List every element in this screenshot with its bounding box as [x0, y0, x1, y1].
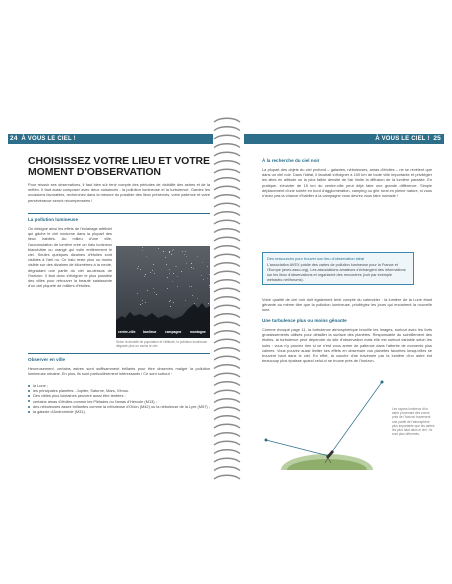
turbulence-text: Comme évoqué page 11, la turbulence atmosphérique brouille les images, surtout avec les forts grossissements utilisés pour détailler la surface des planètes. Responsable du scintillement des étoiles, la turbulence peut dépendre du site d'observation mais elle est surtout variable selon les soirs : vous n'y pouvez rien si ce n'est vous armer de patience dans l'attente de moments plus calmes. Vous pouvez aussi limiter ses effets en observant vos planètes favorites lorsqu'elles se trouvent haut dans le ciel. En effet, la couche d'air traversée par la lumière d'un astre est beaucoup plus épaisse quand celui-ci se trouve près de l'horizon.: [262, 327, 432, 364]
star: [156, 294, 157, 295]
star: [181, 271, 182, 272]
spiral-ring: [214, 280, 240, 284]
star: [169, 251, 170, 252]
star: [209, 287, 210, 288]
box-title: Des ressources pour trouver son lieu d'observation idéal: [267, 256, 364, 261]
section-title-ville: Observer en ville: [28, 357, 66, 362]
spiral-ring: [214, 407, 240, 411]
spiral-ring: [214, 229, 240, 233]
list-item: la galaxie d'Andromède (M31).: [28, 409, 210, 414]
star: [169, 252, 170, 253]
spiral-ring: [214, 169, 240, 173]
section-rule: [28, 213, 210, 214]
spiral-ring: [214, 186, 240, 190]
spiral-ring: [214, 195, 240, 199]
pollution-text: On désigne ainsi les effets de l'éclairage artificiel qui gâche le ciel nocturne dans la plupart des lieux habités. Au milieu d'une ville, l'accumulation de lumière crée un halo lumineux blanchâtre ou orangé qui voile entièrement le ciel. Seules quelques dizaines d'étoiles sont visibles à l'œil nu. Ce halo reste plus ou moins visible sur des dizaines de kilomètres à la ronde, dégradant une partie du ciel au-dessus de l'horizon. Il faut donc s'éloigner le plus possible des villes pour retrouver la beauté saisissante d'un ciel piqueté de milliers d'étoiles.: [28, 226, 112, 289]
spiral-ring: [214, 399, 240, 403]
spiral-ring: [214, 152, 240, 156]
spiral-ring: [214, 339, 240, 343]
star: [209, 274, 210, 275]
list-item: des nébuleuses assez brillantes comme la nébuleuse d'Orion (M42) ou la nébuleuse de la Lyre (M57) ;: [28, 404, 210, 409]
star: [203, 279, 204, 280]
spiral-ring: [214, 373, 240, 377]
spiral-ring: [214, 288, 240, 292]
spiral-ring: [214, 424, 240, 428]
spiral-ring: [214, 382, 240, 386]
spiral-ring: [214, 127, 240, 131]
list-item: la Lune ;: [28, 383, 210, 388]
star: [167, 277, 168, 278]
spiral-ring: [214, 178, 240, 182]
star: [171, 254, 172, 255]
left-running-head: [8, 134, 213, 144]
right-head-text: À VOUS LE CIEL !: [375, 136, 430, 142]
star: [207, 266, 208, 267]
spiral-ring: [214, 458, 240, 462]
star: [175, 266, 176, 267]
right-page-number: 25: [433, 135, 441, 142]
spiral-ring: [214, 365, 240, 369]
star: [138, 266, 139, 267]
spiral-ring: [214, 254, 240, 258]
star: [150, 272, 151, 273]
spiral-ring: [214, 331, 240, 335]
photo-label-centre: centre-ville: [118, 330, 136, 334]
star: [191, 263, 192, 264]
left-page-title: CHOISISSEZ VOTRE LIEU ET VOTRE MOMENT D'OBSERVATION: [28, 155, 210, 178]
star: [185, 300, 186, 301]
star: [140, 269, 141, 270]
list-item: les principales planètes : Jupiter, Saturne, Mars, Vénus.: [28, 388, 210, 393]
landscape-silhouette: [116, 246, 210, 338]
spiral-ring: [214, 450, 240, 454]
star: [137, 293, 138, 294]
photo-caption: Selon la densité de population et l'altitude, la pollution lumineuse dégrade plus ou moins le ciel.: [116, 340, 208, 349]
spiral-ring: [214, 263, 240, 267]
section-title-ciel-noir: À la recherche du ciel noir: [262, 158, 320, 163]
spiral-ring: [214, 161, 240, 165]
ville-text: Heureusement, certains astres sont suffisamment brillants pour être observés malgré la pollution lumineuse urbaine. En plus, ils sont particulièrement intéressants ! Ce sont surtout :: [28, 366, 210, 377]
diagram-caption: Les rayons lumineux d'un astre provenant des zones près de l'horizon traversent une partie de l'atmosphère plus importante que les astres les plus haut dans le ciel : ils sont plus déformés.: [392, 407, 435, 437]
star: [192, 295, 193, 296]
spiral-ring: [214, 305, 240, 309]
star: [189, 286, 190, 287]
spiral-ring: [214, 135, 240, 139]
left-page-number: 24: [10, 135, 18, 142]
photo-label-montagne: montagne: [190, 330, 206, 334]
star: [170, 300, 171, 301]
spiral-ring: [214, 144, 240, 148]
spiral-ring: [214, 348, 240, 352]
right-running-head: [244, 134, 444, 144]
spiral-ring: [214, 246, 240, 250]
star: [207, 278, 208, 279]
photo-label-banlieue: banlieue: [143, 330, 157, 334]
spiral-ring: [214, 467, 240, 471]
list-item: Des cibles plus lointaines peuvent aussi être tentées :: [28, 393, 210, 398]
spiral-ring: [214, 441, 240, 445]
box-text: L'association AVEX publie des cartes de pollution lumineuse pour la France et l'Europe (avex-asso.org). Les associations amateurs s'échangent des informations sur les lieux d'observations et organisent des rencontres (voir par exemple webastro.net/forums).: [267, 263, 406, 282]
section-title-turbulence: Une turbulence plus ou moins gênante: [262, 318, 347, 323]
spiral-ring: [214, 297, 240, 301]
night-sky-photo: [116, 246, 210, 338]
spiral-ring: [214, 356, 240, 360]
star: [154, 292, 155, 293]
section-rule-2: [28, 353, 210, 354]
spiral-ring: [214, 390, 240, 394]
star: [145, 274, 146, 275]
target-list: [28, 383, 210, 414]
spiral-ring: [214, 271, 240, 275]
star: [185, 251, 186, 252]
section-title-pollution: La pollution lumineuse: [28, 217, 79, 222]
spiral-ring: [214, 322, 240, 326]
star: [144, 276, 145, 277]
star: [163, 251, 164, 252]
ciel-noir-text: La plupart des objets du ciel profond – galaxies, nébuleuses, amas d'étoiles – ne se révèlent que dans un ciel noir. Dans l'idéal, il faudrait s'éloigner à 100 km de toute ville importante et privilégier les sites en altitude où la plus faible densité de l'air limite la diffusion de la lumière parasite. En pratique, s'écarter de 15 km du centre-ville peut déjà faire une grande différence. Simple déplacement d'une soirée en bord d'agglomération, camping ou gîte rural en pleine nature, si vous n'avez pas la chance d'habiter à la campagne vous devrez vous faire nomade !: [262, 167, 432, 199]
left-head-text: À VOUS LE CIEL !: [21, 136, 76, 142]
spiral-ring: [214, 237, 240, 241]
star: [170, 306, 171, 307]
spiral-ring: [214, 203, 240, 207]
left-intro: Pour réussir ses observations, il faut bien sûr tenir compte des périodes de visibilité des astres et de la météo. Il faut aussi composer avec deux nuisances : la pollution lumineuse et la turbulence. Gardez les occasions favorables, recherchez dans la mesure du possible des lieux préservés, votre patience et votre persévérance seront récompensées !: [28, 182, 210, 203]
spiral-ring: [214, 416, 240, 420]
resources-box: [262, 252, 414, 285]
spiral-ring: [214, 212, 240, 216]
spiral-ring: [214, 118, 240, 122]
spiral-ring: [214, 220, 240, 224]
star: [145, 302, 146, 303]
spiral-ring: [214, 433, 240, 437]
spiral-ring: [214, 314, 240, 318]
list-item: certains amas d'étoiles comme les Pléiades ou l'amas d'Hercule (M13) ;: [28, 399, 210, 404]
star: [169, 301, 170, 302]
spiral-ring: [214, 475, 240, 479]
after-box-text: Votre qualité de ciel noir doit également tenir compte du calendrier : la lumière de la Lune étant gênante au même titre que la pollution lumineuse, privilégiez les jours qui encadrent la nouvelle lune.: [262, 297, 432, 313]
photo-label-campagne: campagne: [165, 330, 182, 334]
star: [191, 267, 192, 268]
